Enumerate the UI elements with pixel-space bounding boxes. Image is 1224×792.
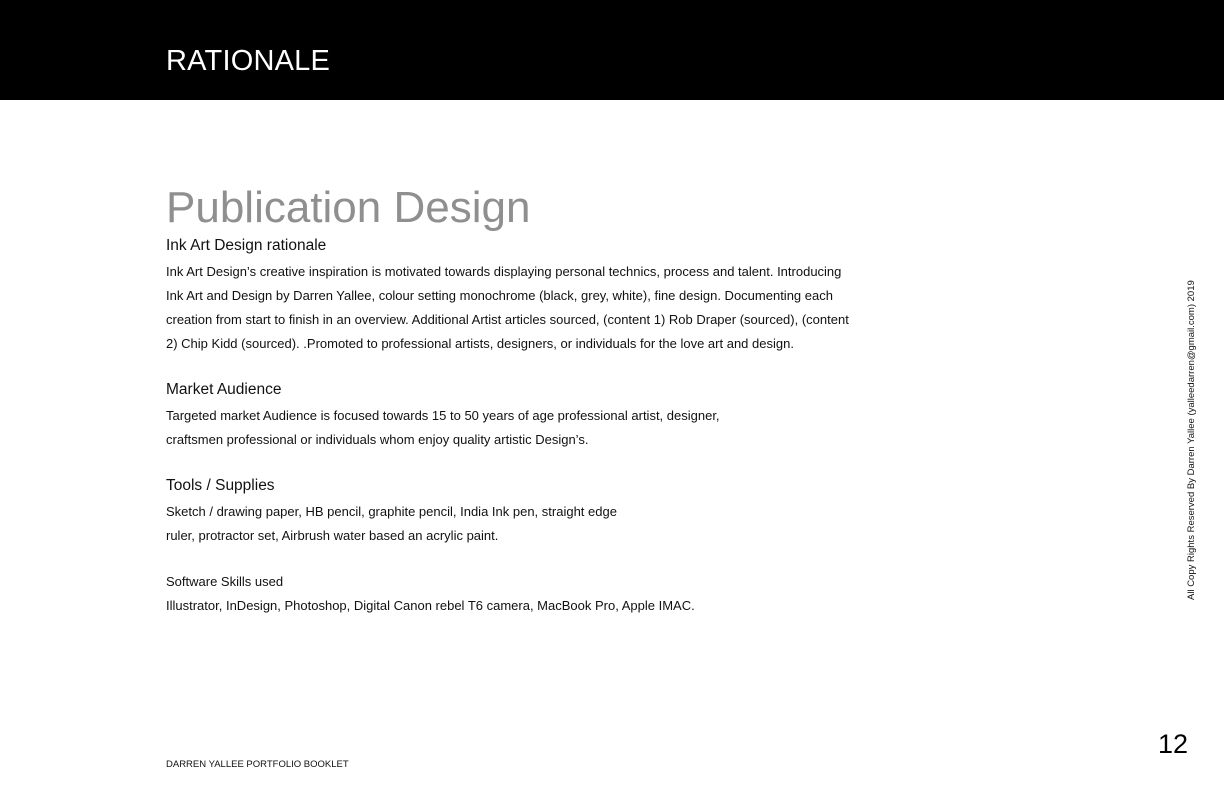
body-line: Ink Art Design’s creative inspiration is motivated towards displaying personal technics, process and talent. Introducing [166, 264, 842, 279]
section-heading: Tools / Supplies [166, 477, 275, 494]
software-skills-label: Software Skills used [166, 574, 284, 589]
section-body [166, 500, 926, 548]
body-line: Illustrator, InDesign, Photoshop, Digital Canon rebel T6 camera, MacBook Pro, Apple IMAC. [166, 598, 695, 613]
section-software-skills [166, 570, 926, 618]
section-body [166, 260, 926, 356]
body-line: creation from start to finish in an overview. Additional Artist articles sourced, (content 1) Rob Draper (sourced), (content [166, 312, 849, 327]
section-tools-supplies [166, 476, 926, 548]
section-heading: Ink Art Design rationale [166, 237, 327, 254]
header-bar [0, 0, 1224, 100]
content-area [166, 236, 926, 618]
body-line: Sketch / drawing paper, HB pencil, graphite pencil, India Ink pen, straight edge [166, 504, 617, 519]
footer-text: DARREN YALLEE PORTFOLIO BOOKLET [166, 759, 349, 770]
body-line: 2) Chip Kidd (sourced). .Promoted to professional artists, designers, or individuals for the love art and design. [166, 336, 794, 351]
copyright-note: All Copy Rights Reserved By Darren Yallee (yalleedarren@gmail.com) 2019 [1186, 280, 1197, 600]
section-heading: Market Audience [166, 381, 282, 398]
page-number: 12 [1158, 729, 1189, 759]
section-ink-art-rationale [166, 236, 926, 356]
body-line: Ink Art and Design by Darren Yallee, colour setting monochrome (black, grey, white), fine design. Documenting each [166, 288, 833, 303]
header-title: RATIONALE [166, 45, 331, 77]
body-line: Targeted market Audience is focused towards 15 to 50 years of age professional artist, designer, [166, 408, 720, 423]
section-body [166, 404, 926, 452]
body-line: craftsmen professional or individuals whom enjoy quality artistic Design’s. [166, 432, 589, 447]
section-market-audience [166, 380, 926, 452]
body-line: ruler, protractor set, Airbrush water based an acrylic paint. [166, 528, 499, 543]
page-title: Publication Design [166, 183, 531, 232]
